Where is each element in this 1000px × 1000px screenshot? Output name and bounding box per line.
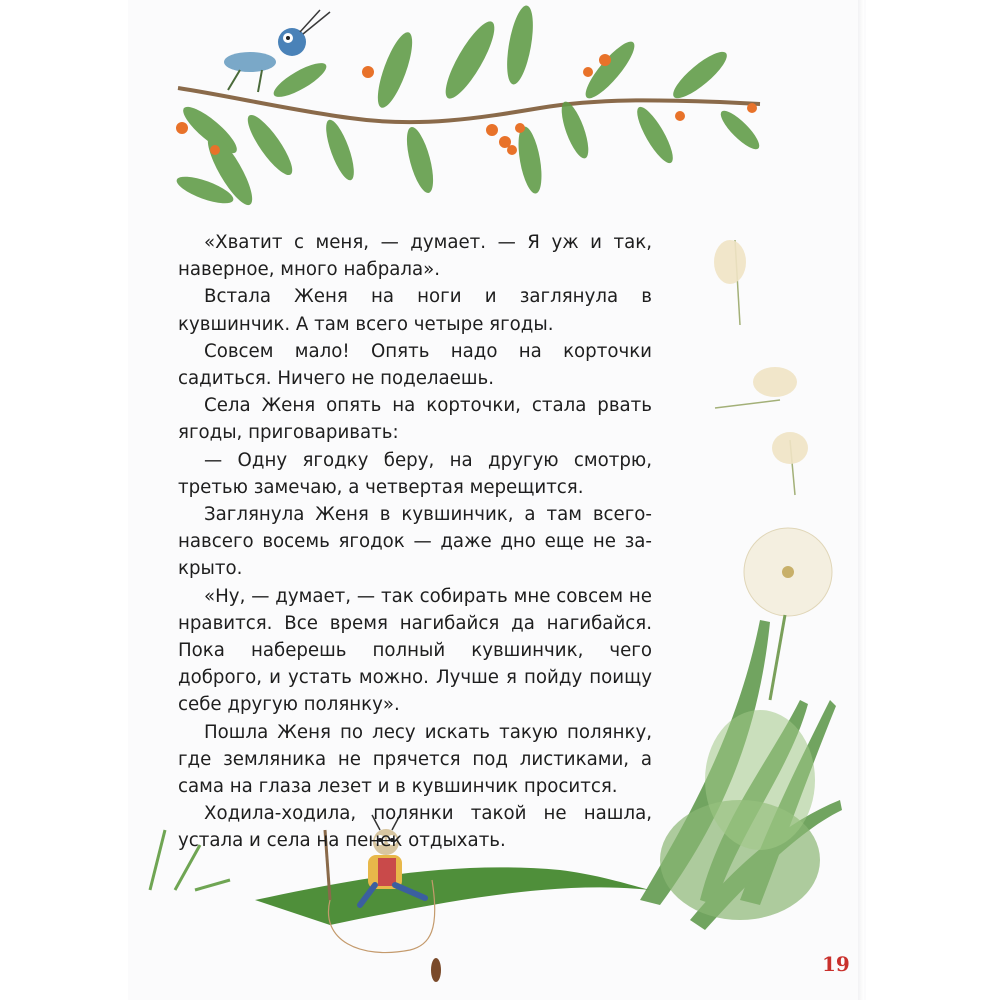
paragraph: Заглянула Женя в кувшинчик, а там всего-навсего восемь ягодок — даже дно еще не закрыто. bbox=[178, 504, 652, 580]
story-text bbox=[178, 229, 652, 855]
paragraph: Села Женя опять на корточки, стала рвать ягоды, приговаривать: bbox=[178, 395, 652, 444]
paragraph: «Хватит с меня, — думает. — Я уж и так, наверное, много набрала». bbox=[178, 232, 652, 281]
paragraph: — Одну ягодку беру, на другую смотрю, третью замечаю, а четвертая мерещится. bbox=[178, 449, 652, 498]
paragraph: Совсем мало! Опять надо на корточки садиться. Ничего не поделаешь. bbox=[178, 340, 652, 390]
paragraph: Пошла Женя по лесу искать такую полянку, где земляника не прячется под листиками, а сама на глаза лезет и в кувшинчик просится. bbox=[178, 721, 652, 798]
paragraph: «Ну, — думает, — так собирать мне совсем не нравится. Все время нагибайся да нагибайся. Пока наберешь полный кувшинчик, чего доброго, и устать можно. Лучше я пойду поищу себе другую полянку». bbox=[178, 585, 652, 716]
page-number: 19 bbox=[822, 952, 850, 976]
paragraph: Ходила-ходила, полянки такой не нашла, устала и села на пенек отдыхать. bbox=[178, 803, 652, 852]
paragraph: Встала Женя на ноги и заглянула в кувшинчик. А там всего четыре ягоды. bbox=[178, 286, 652, 335]
grass-blade bbox=[255, 867, 650, 925]
